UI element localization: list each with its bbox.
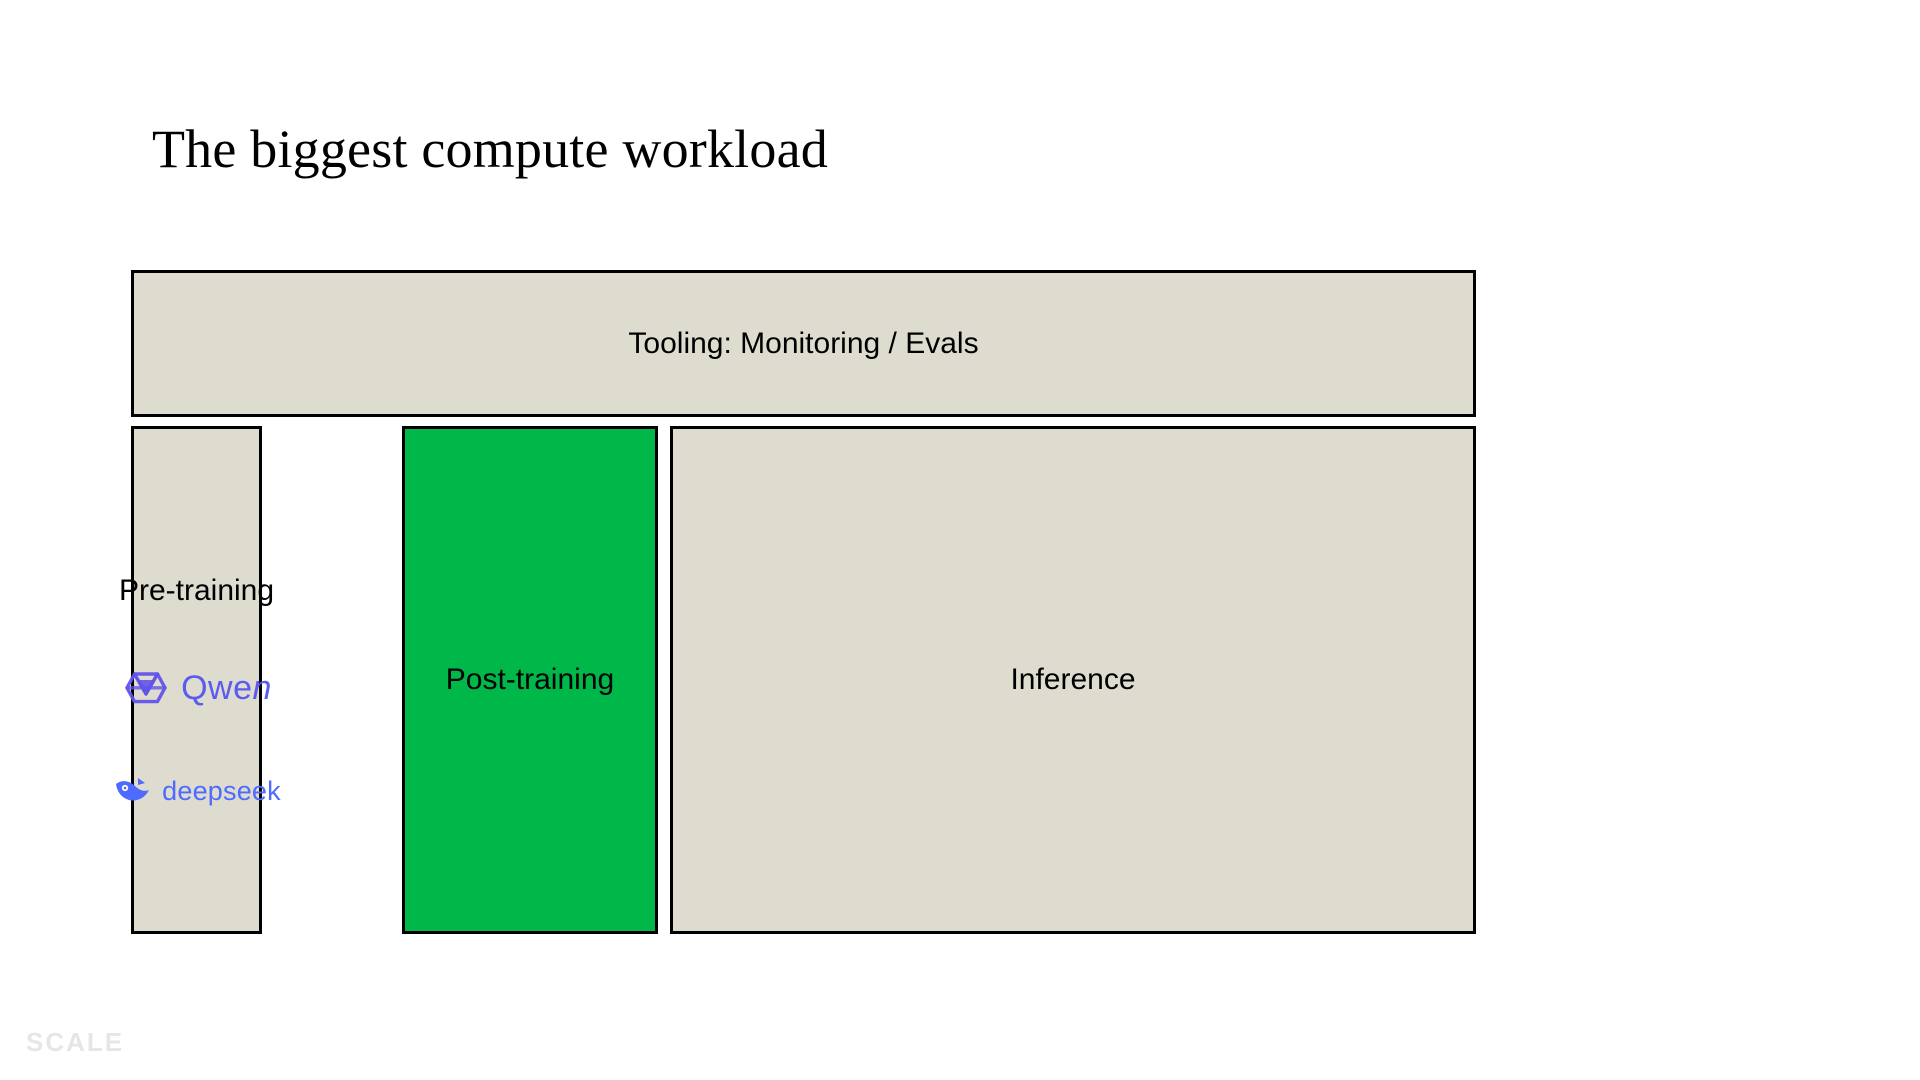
qwen-logo (121, 663, 272, 713)
block-pre-training-label: Pre-training (118, 574, 275, 607)
deepseek-wordmark: deepseek (162, 775, 281, 806)
block-pre-training (118, 426, 281, 934)
block-inference (670, 426, 1476, 934)
qwen-wordmark: Qwen (181, 668, 272, 707)
block-tooling (131, 270, 1476, 417)
block-post-training-label: Post-training (445, 663, 615, 696)
deepseek-mark-icon (112, 775, 152, 807)
block-tooling-label: Tooling: Monitoring / Evals (628, 326, 979, 360)
deepseek-logo (112, 775, 281, 807)
pre-training-content (118, 574, 281, 807)
block-inference-label: Inference (1010, 663, 1136, 696)
page-title: The biggest compute workload (152, 119, 828, 179)
qwen-mark-icon (121, 663, 171, 713)
watermark: SCALE (26, 1027, 125, 1057)
block-post-training (402, 426, 658, 934)
